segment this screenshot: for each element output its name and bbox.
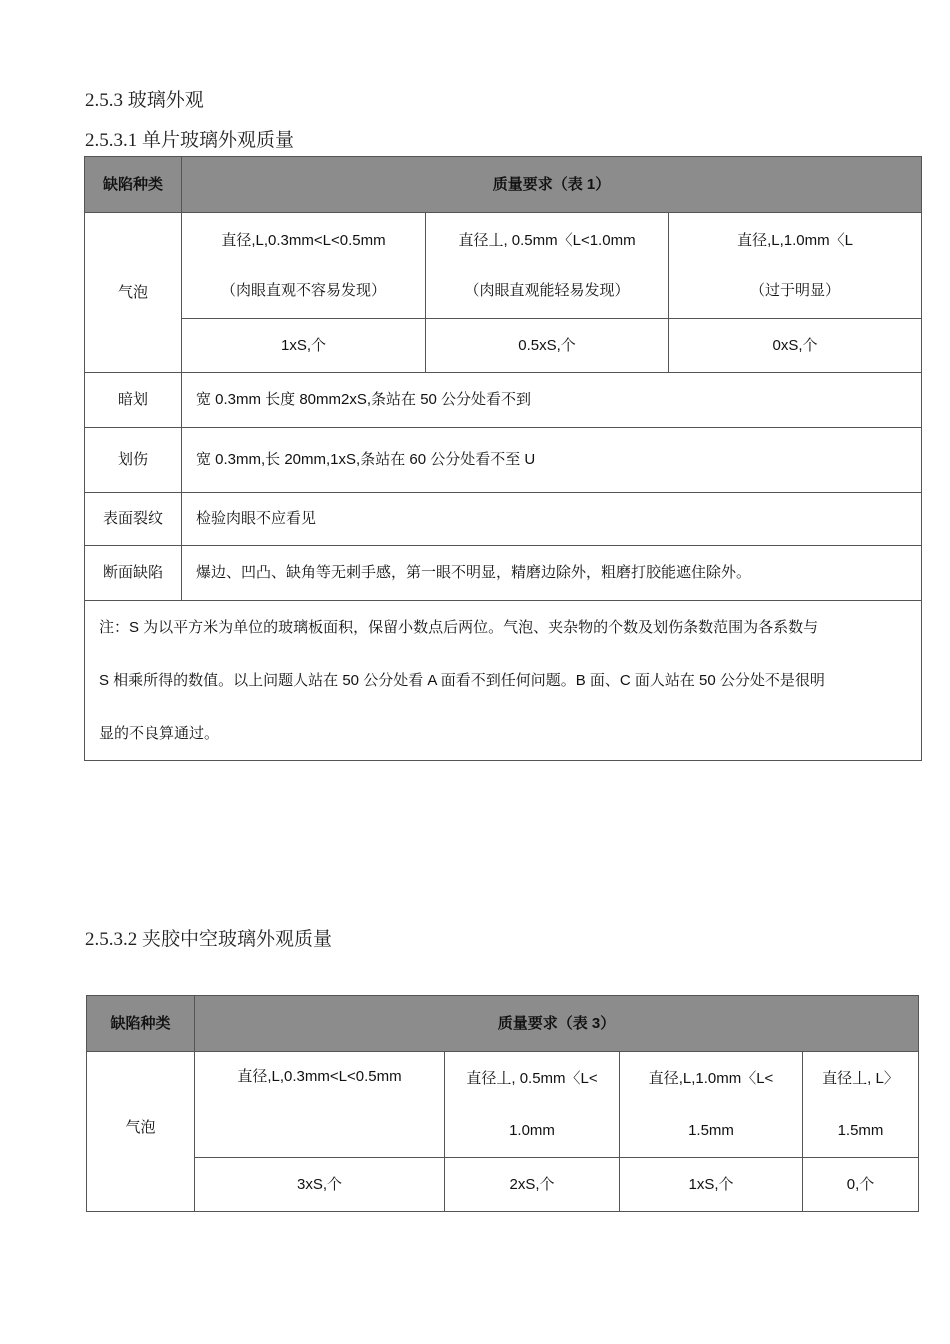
bubble-count-cell: 1xS,个 bbox=[182, 319, 426, 373]
bubble-range-size: 直径,L,0.3mm<L<0.5mm bbox=[237, 1068, 402, 1085]
bubble-range-size: 直径,L,1.0mm〈L< bbox=[648, 1069, 774, 1087]
bubble-count-cell: 3xS,个 bbox=[195, 1158, 445, 1212]
bubble-range-size-cont: 1.5mm bbox=[688, 1121, 734, 1139]
bubble-range-desc: （肉眼直观不容易发现） bbox=[220, 281, 386, 299]
bubble-count-row bbox=[85, 319, 922, 373]
bubble-range-size: 直径丄, 0.5mm〈L<1.0mm bbox=[458, 231, 636, 249]
quality-requirement-header: 质量要求（表 3） bbox=[195, 996, 919, 1052]
note-row bbox=[85, 601, 922, 761]
bubble-range-size-cont: 1.5mm bbox=[837, 1121, 884, 1139]
defect-requirement: 检验肉眼不应看见 bbox=[182, 493, 922, 546]
table-note bbox=[85, 601, 922, 761]
single-glass-quality-table bbox=[84, 156, 922, 761]
bubble-count-row bbox=[87, 1158, 919, 1212]
note-line: S 相乘所得的数值。以上问题人站在 50 公分处看 A 面看不到任何问题。B 面、C 面人站在 50 公分处不是很明 bbox=[99, 672, 825, 689]
bubble-count-cell: 0.5xS,个 bbox=[426, 319, 669, 373]
bubble-count-cell: 2xS,个 bbox=[445, 1158, 620, 1212]
bubble-range-size-cont: 1.0mm bbox=[509, 1121, 555, 1139]
quality-requirement-header: 质量要求（表 1） bbox=[182, 157, 922, 213]
bubble-range-size: 直径丄, 0.5mm〈L< bbox=[466, 1069, 598, 1087]
bubble-range-cell bbox=[620, 1052, 803, 1158]
bubble-label: 气泡 bbox=[85, 213, 182, 373]
bubble-range-desc: （过于明显） bbox=[750, 281, 841, 299]
bubble-range-cell bbox=[426, 213, 669, 319]
bubble-range-size: 直径,L,1.0mm〈L bbox=[737, 231, 853, 249]
bubble-size-row bbox=[87, 1052, 919, 1158]
table-row bbox=[85, 373, 922, 428]
bubble-count-cell: 1xS,个 bbox=[620, 1158, 803, 1212]
defect-label: 暗划 bbox=[85, 373, 182, 428]
section-heading-2-5-3: 2.5.3 玻璃外观 bbox=[85, 90, 204, 111]
note-line: 注：S 为以平方米为单位的玻璃板面积，保留小数点后两位。气泡、夹杂物的个数及划伤条数范围为各系数与 bbox=[99, 619, 819, 636]
note-line: 显的不良算通过。 bbox=[99, 725, 220, 742]
table-row bbox=[85, 493, 922, 546]
defect-label: 划伤 bbox=[85, 428, 182, 493]
defect-requirement: 宽 0.3mm 长度 80mm2xS,条站在 50 公分处看不到 bbox=[182, 373, 922, 428]
bubble-label: 气泡 bbox=[87, 1052, 195, 1212]
defect-label: 表面裂纹 bbox=[85, 493, 182, 546]
defect-label: 断面缺陷 bbox=[85, 546, 182, 601]
bubble-range-cell bbox=[182, 213, 426, 319]
bubble-range-cell bbox=[445, 1052, 620, 1158]
bubble-count-cell: 0,个 bbox=[803, 1158, 919, 1212]
bubble-count-cell: 0xS,个 bbox=[669, 319, 922, 373]
defect-requirement: 宽 0.3mm,长 20mm,1xS,条站在 60 公分处看不至 U bbox=[182, 428, 922, 493]
bubble-size-row bbox=[85, 213, 922, 319]
defect-requirement: 爆边、凹凸、缺角等无刺手感，第一眼不明显，精磨边除外，粗磨打胶能遮住除外。 bbox=[182, 546, 922, 601]
table-row bbox=[85, 428, 922, 493]
table-header-row bbox=[87, 996, 919, 1052]
bubble-range-desc: （肉眼直观能轻易发现） bbox=[464, 281, 630, 299]
bubble-range-size: 直径,L,0.3mm<L<0.5mm bbox=[221, 231, 386, 249]
laminated-glass-quality-table bbox=[86, 995, 919, 1212]
defect-type-header: 缺陷种类 bbox=[87, 996, 195, 1052]
bubble-range-cell bbox=[195, 1052, 445, 1158]
bubble-range-cell bbox=[803, 1052, 919, 1158]
table-row bbox=[85, 546, 922, 601]
section-heading-2-5-3-1: 2.5.3.1 单片玻璃外观质量 bbox=[85, 130, 295, 151]
table-header-row bbox=[85, 157, 922, 213]
bubble-range-cell bbox=[669, 213, 922, 319]
bubble-range-size: 直径丄, L〉 bbox=[822, 1069, 899, 1087]
section-heading-2-5-3-2: 2.5.3.2 夹胶中空玻璃外观质量 bbox=[85, 929, 333, 950]
defect-type-header: 缺陷种类 bbox=[85, 157, 182, 213]
